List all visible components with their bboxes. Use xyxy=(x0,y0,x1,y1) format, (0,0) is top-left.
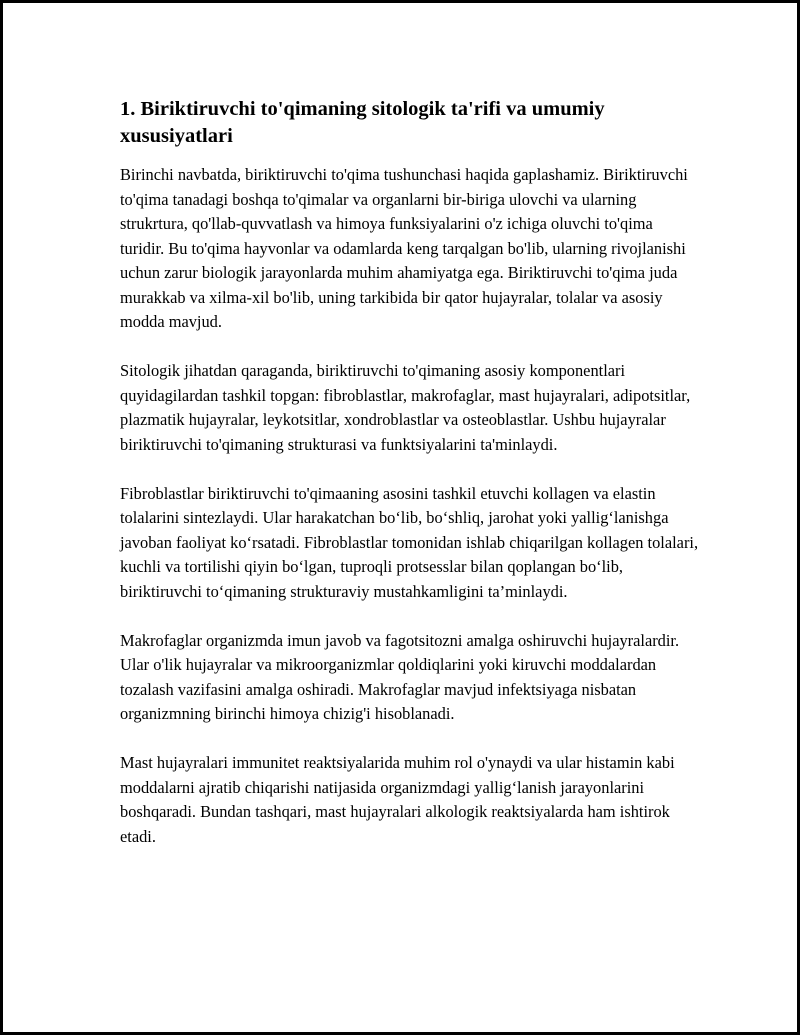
paragraph-fibroblasts: Fibroblastlar biriktiruvchi to'qimaaning asosini tashkil etuvchi kollagen va elastin tolalarini sintezlaydi. Ular harakatchan bo‘lib, bo‘shliq, jarohat yoki yallig‘lanishga javoban faoliyat ko‘rsatadi. Fibroblastlar tomonidan ishlab chiqarilgan kollagen tolalari, kuchli va tortilishi qiyin bo‘lgan, tuproqli protsesslar bilan qoplangan bo‘lib, biriktiruvchi to‘qimaning strukturaviy mustahkamligini ta’minlaydi. xyxy=(120,483,699,601)
section-heading: 1. Biriktiruvchi to'qimaning sitologik ta'rifi va umumiy xususiyatlari xyxy=(120,98,605,147)
paragraph-intro: Birinchi navbatda, biriktiruvchi to'qima tushunchasi haqida gaplashamiz. Biriktiruvchi to'qima tanadagi boshqa to'qimalar va organlarni bir-biriga ulovchi va ularning strukrtura, qo'llab-quvvatlash va himoya funksiyalarini o'z ichiga oluvchi to'qima turidir. Bu to'qima hayvonlar va odamlarda keng tarqalgan bo'lib, ularning rivojlanishi uchun zarur biologik jarayonlarda muhim ahamiyatga ega. Biriktiruvchi to'qima juda murakkab va xilma-xil bo'lib, uning tarkibida bir qator hujayralar, tolalar va asosiy modda mavjud. xyxy=(120,165,688,331)
paragraph-cytology: Sitologik jihatdan qaraganda, biriktiruvchi to'qimaning asosiy komponentlari quyidagilardan tashkil topgan: fibroblastlar, makrofaglar, mast hujayralari, adipotsitlar, plazmatik hujayralar, leykotsitlar, xondroblastlar va osteoblastlar. Ushbu hujayralar biriktiruvchi to'qimaning strukturasi va funktsiyalarini ta'minlaydi. xyxy=(120,361,691,454)
paragraph-mast-cells: Mast hujayralari immunitet reaktsiyalarida muhim rol o'ynaydi va ular histamin kabi moddalarni ajratib chiqarishi natijasida organizmdagi yallig‘lanish jarayonlarini boshqaradi. Bundan tashqari, mast hujayralari alkologik reaktsiyalarda ham ishtirok etadi. xyxy=(120,753,675,846)
paragraph-macrophages: Makrofaglar organizmda imun javob va fagotsitozni amalga oshiruvchi hujayralardir. Ular o'lik hujayralar va mikroorganizmlar qoldiqlarini yoki kiruvchi moddalardan tozalash vazifasini amalga oshiradi. Makrofaglar mavjud infektsiyaga nisbatan organizmning birinchi himoya chizig'i hisoblanadi. xyxy=(120,630,680,723)
document-body xyxy=(120,96,700,874)
